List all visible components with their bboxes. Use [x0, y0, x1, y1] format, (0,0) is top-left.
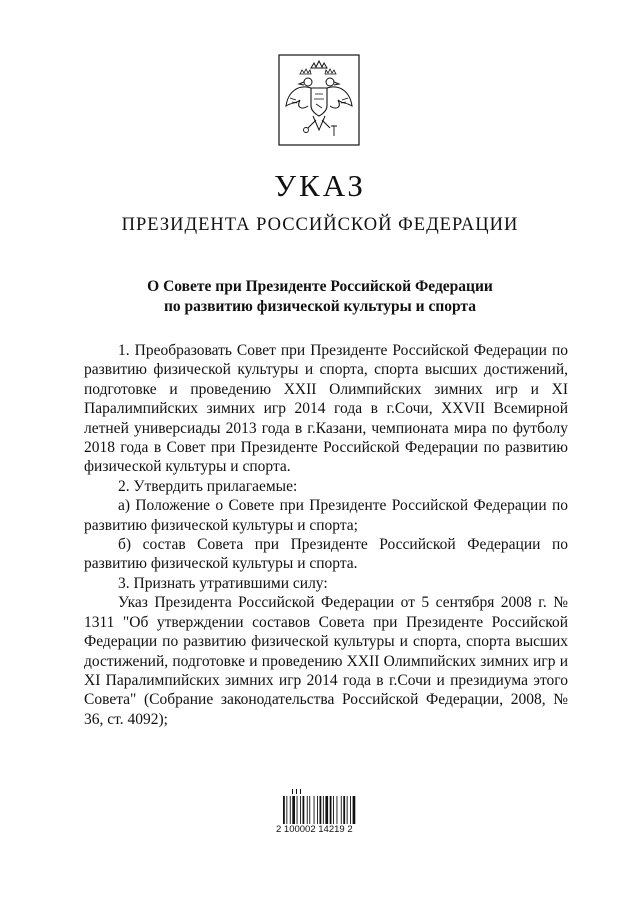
title-line-1: О Совете при Президенте Российской Федерации — [147, 278, 493, 295]
paragraph-1: 1. Преобразовать Совет при Президенте Российской Федерации по развитию физической культуры и спорта, спорта высших достижений, подготовке и проведению XXII Олимпийских зимних игр и XI Паралимпийских зимних игр 2014 года в г.Сочи, XXVII Всемирной летней универсиады 2013 года в г.Казани, чемпионата мира по футболу 2018 года в Совет при Президенте Российской Федерации по развитию физической культуры и спорта. — [84, 342, 568, 476]
document-body — [84, 341, 568, 729]
barcode-number: 2 100002 14219 2 — [276, 824, 353, 835]
document-title — [0, 277, 640, 317]
issuer-heading: ПРЕЗИДЕНТА РОССИЙСКОЙ ФЕДЕРАЦИИ — [121, 215, 519, 235]
paragraph-3: а) Положение о Совете при Президенте Российской Федерации по развитию физической культуры и спорта; — [84, 497, 568, 534]
paragraph-6: Указ Президента Российской Федерации от 5 сентября 2008 г. № 1311 "Об утверждении составов Совета при Президенте Российской Федерации по развитию физической культуры и спорта, спорта высших достижений, подготовке и проведению XXII Олимпийских зимних игр и XI Паралимпийских зимних игр 2014 года в г.Сочи и президиума этого Совета" (Собрание законодательства Российской Федерации, 2008, № 36, ст. 4092); — [84, 594, 568, 728]
paragraph-5: 3. Признать утратившими силу: — [118, 574, 328, 592]
title-line-2: по развитию физической культуры и спорта — [164, 298, 476, 315]
paragraph-4: б) состав Совета при Президенте Российской Федерации по развитию физической культуры и спорта. — [84, 536, 568, 573]
barcode-icon — [282, 789, 360, 825]
document-type-heading: УКАЗ — [274, 168, 366, 203]
coat-of-arms-emblem-icon — [278, 54, 360, 146]
paragraph-2: 2. Утвердить прилагаемые: — [118, 477, 298, 495]
